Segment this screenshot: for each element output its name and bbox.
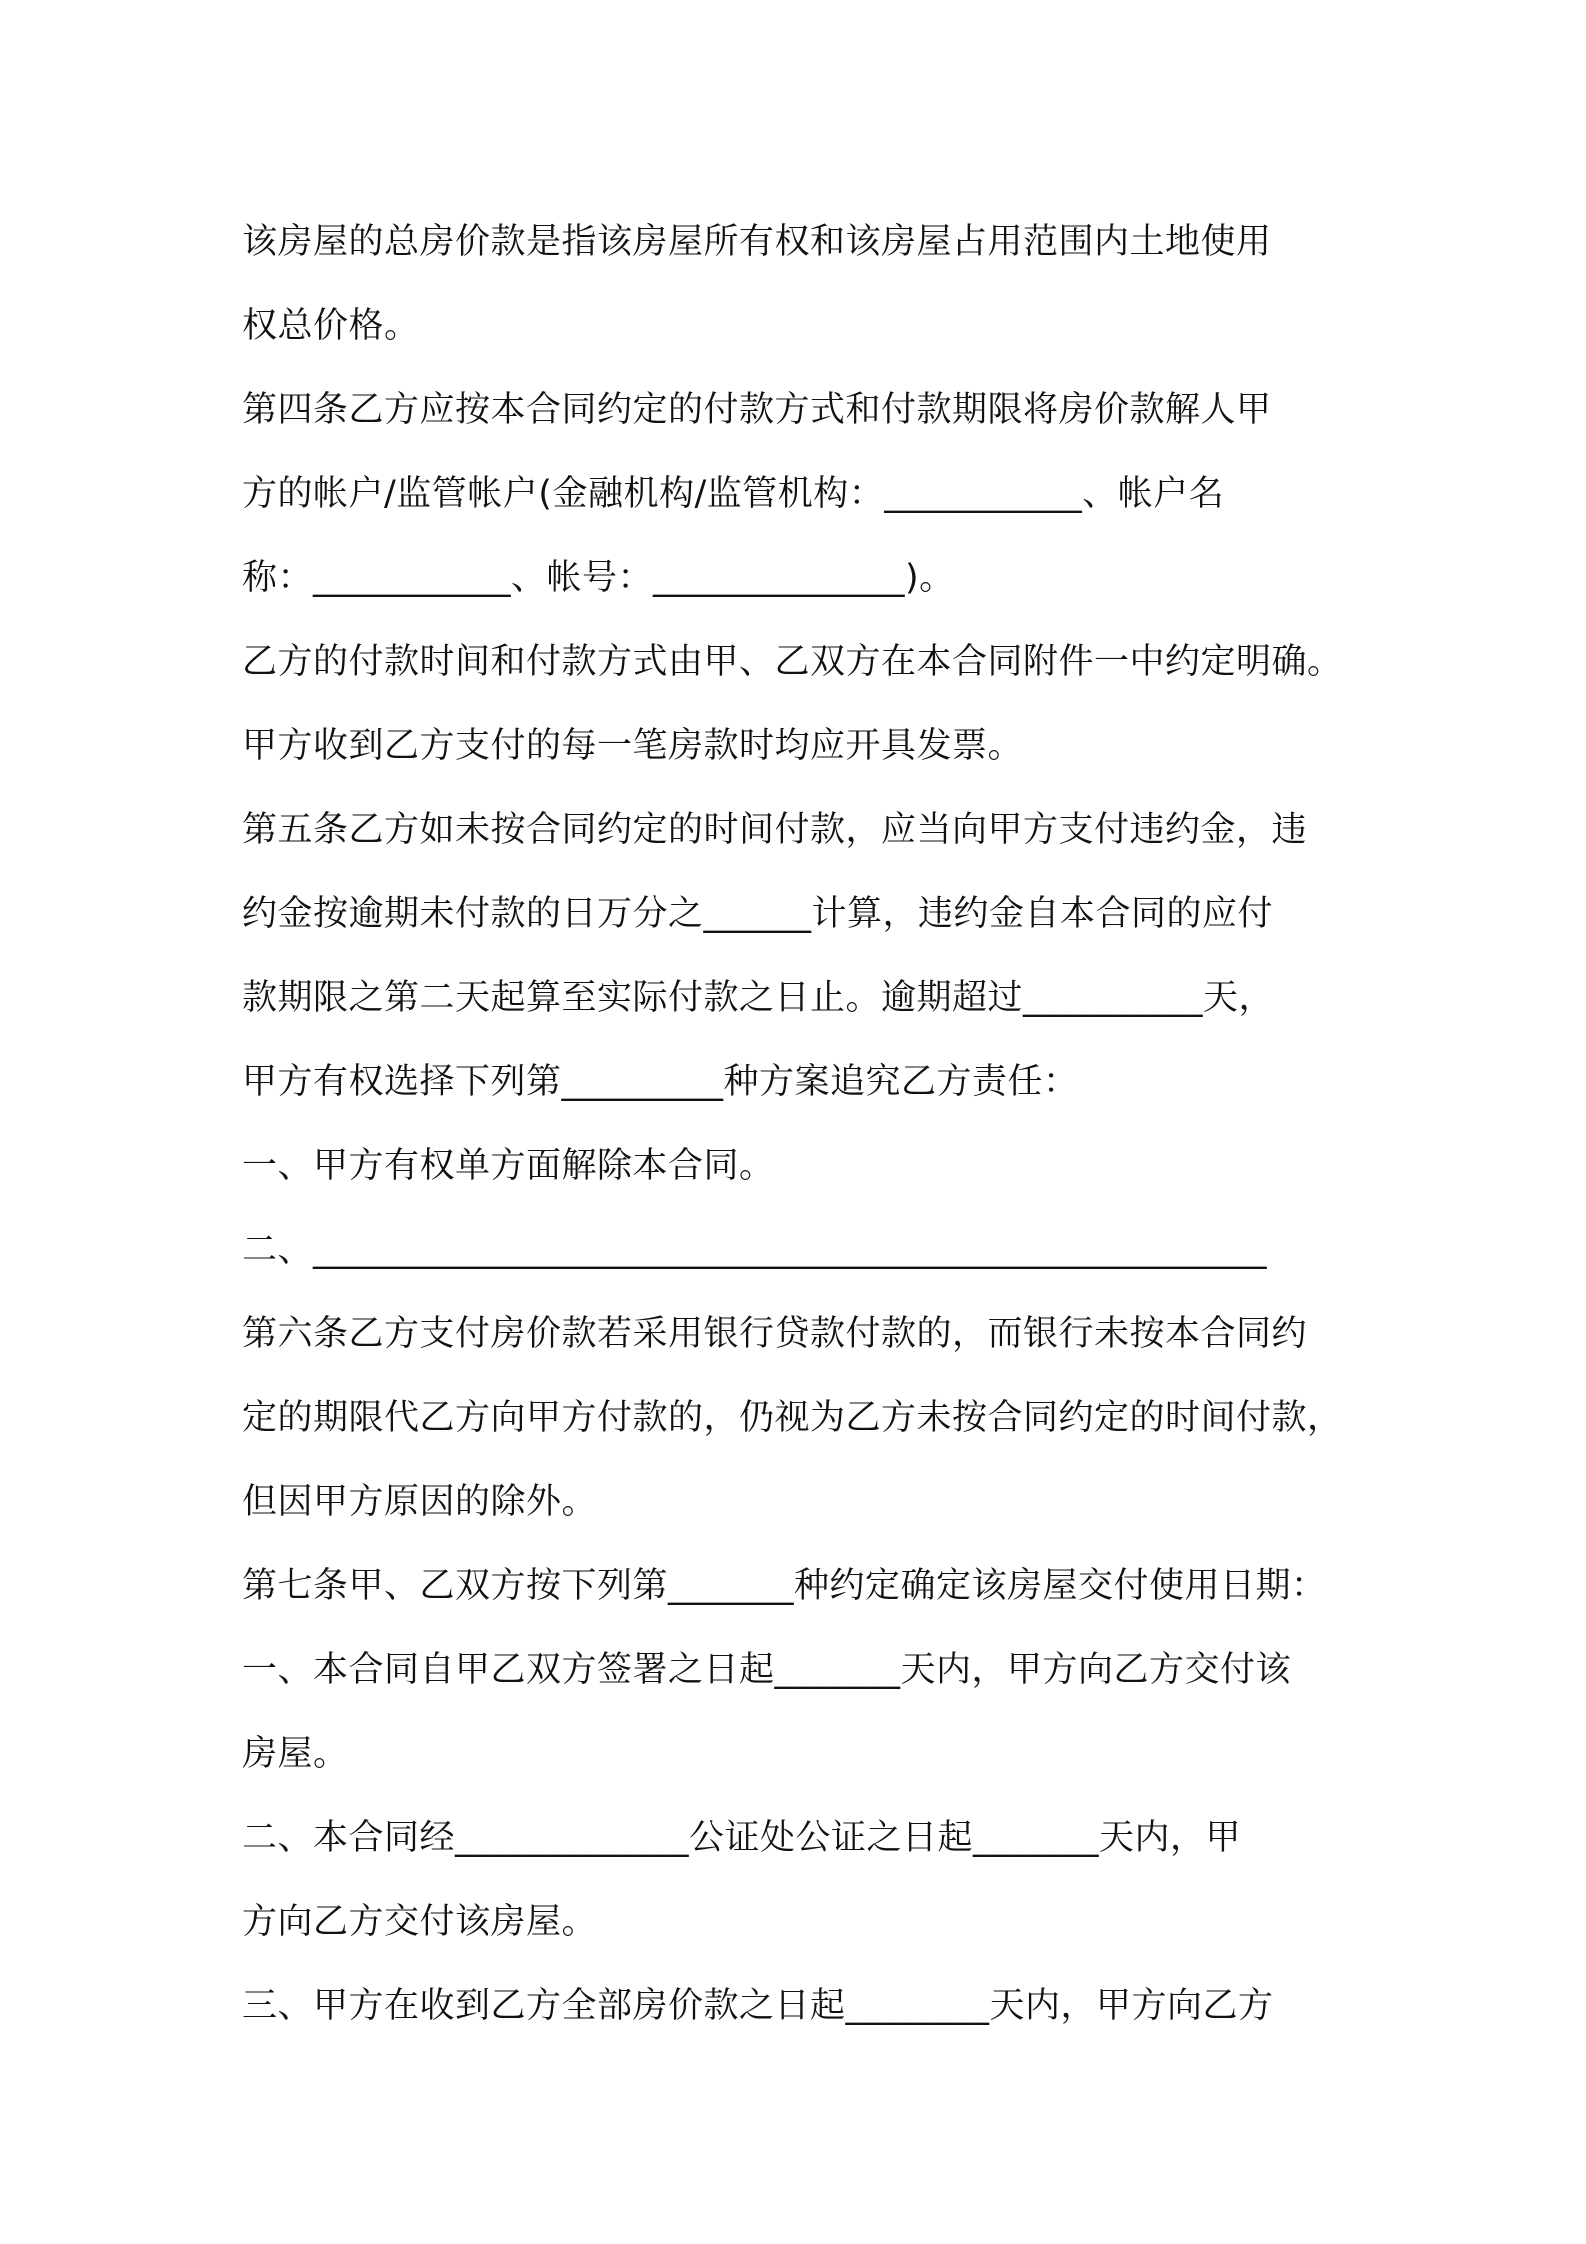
text-line: 该房屋的总房价款是指该房屋所有权和该房屋占用范围内土地使用: [242, 222, 1272, 262]
text-line: 第四条乙方应按本合同约定的付款方式和付款期限将房价款解人甲: [242, 390, 1272, 430]
text-line: 二、本合同经_____________公证处公证之日起_______天内，甲: [242, 1818, 1242, 1858]
text-line: 房屋。: [242, 1734, 349, 1774]
text-line: 乙方的付款时间和付款方式由甲、乙双方在本合同附件一中约定明确。: [242, 642, 1343, 682]
text-line: 二、_____________________________________________________: [242, 1230, 1268, 1270]
text-line: 约金按逾期未付款的日万分之______计算，违约金自本合同的应付: [242, 894, 1274, 934]
text-line: 三、甲方在收到乙方全部房价款之日起________天内，甲方向乙方: [242, 1986, 1274, 2026]
text-line: 第七条甲、乙双方按下列第_______种约定确定该房屋交付使用日期：: [242, 1566, 1327, 1606]
text-line: 第六条乙方支付房价款若采用银行贷款付款的，而银行未按本合同约: [242, 1314, 1308, 1354]
text-line: 第五条乙方如未按合同约定的时间付款，应当向甲方支付违约金，违: [242, 810, 1308, 850]
contract-text: [242, 200, 1382, 2048]
text-line: 一、本合同自甲乙双方签署之日起_______天内，甲方向乙方交付该: [242, 1650, 1292, 1690]
text-line: 甲方有权选择下列第_________种方案追究乙方责任：: [242, 1062, 1079, 1102]
text-line: 方向乙方交付该房屋。: [242, 1902, 598, 1942]
text-line: 一、甲方有权单方面解除本合同。: [242, 1146, 775, 1186]
text-line: 款期限之第二天起算至实际付款之日止。逾期超过__________天，: [242, 978, 1275, 1018]
text-line: 但因甲方原因的除外。: [242, 1482, 598, 1522]
text-line: 方的帐户/监管帐户(金融机构/监管机构：___________、帐户名: [242, 474, 1225, 514]
text-line: 权总价格。: [242, 306, 420, 346]
text-line: 称：___________、帐号：______________)。: [242, 558, 955, 598]
text-line: 定的期限代乙方向甲方付款的，仍视为乙方未按合同约定的时间付款，: [242, 1398, 1343, 1438]
text-line: 甲方收到乙方支付的每一笔房款时均应开具发票。: [242, 726, 1024, 766]
